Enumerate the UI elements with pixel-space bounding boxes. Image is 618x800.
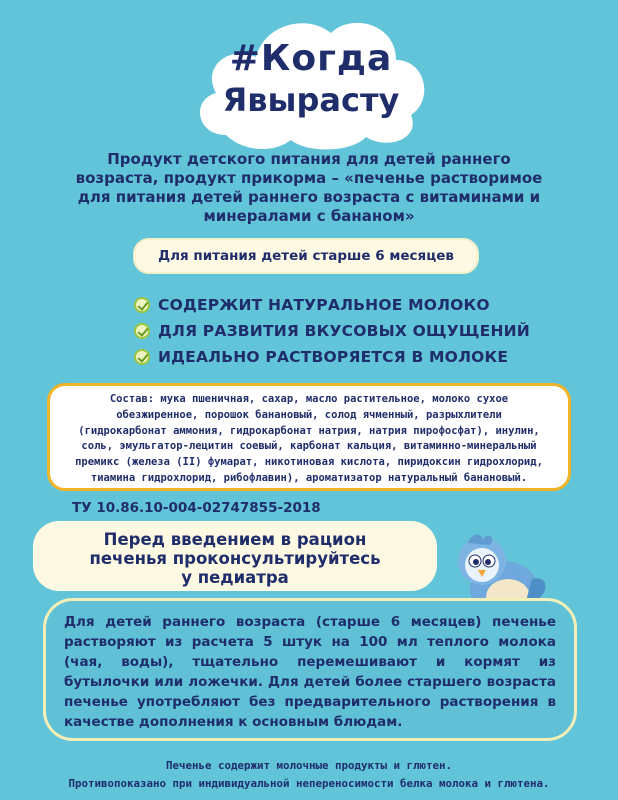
description-line: возраста, продукт прикорма – «печенье растворимое <box>75 169 543 187</box>
product-description <box>60 150 558 226</box>
ingredients-line: тиамина гидрохлорид, рибофлавин), ароматизатор натуральный банановый. <box>90 471 528 484</box>
cloud-icon <box>186 5 436 155</box>
preparation-instructions: Для детей раннего возраста (старше 6 месяцев) печенье растворяют из расчета 5 штук на 100 мл теплого молока (чая, воды), тщательно перемешивают и кормят из бутылочки или ложечки. Для детей более старшего возраста печенье употребляют без предварительного растворения в качестве дополнения к основным блюдам. <box>43 598 577 741</box>
feature-text: ИДЕАЛЬНО РАСТВОРЯЕТСЯ В МОЛОКЕ <box>158 348 509 366</box>
check-circle-icon <box>134 349 150 365</box>
ingredients-box <box>47 383 571 491</box>
feature-item <box>134 318 530 344</box>
logo-hashtag-text: #Когда <box>229 38 393 79</box>
warning-line: Противопоказано при индивидуальной непереносимости белка молока и глютена. <box>68 777 550 790</box>
ingredients-line: соль, эмульгатор-лецитин соевый, карбонат кальция, витаминно-минеральный <box>81 440 537 453</box>
allergen-warning <box>0 757 618 793</box>
warning-line: Печенье содержит молочные продукты и глютен. <box>165 759 452 772</box>
description-line: для питания детей раннего возраста с витаминами и <box>77 188 541 206</box>
technical-standard-code: ТУ 10.86.10-004-02747855-2018 <box>72 500 321 516</box>
consult-pediatrician-bubble <box>33 521 437 591</box>
description-line: минералами с бананом» <box>203 207 415 225</box>
description-line: Продукт детского питания для детей раннего <box>107 150 511 168</box>
feature-list <box>134 292 530 370</box>
brand-logo <box>186 5 436 155</box>
consult-line: у педиатра <box>181 568 289 587</box>
consult-line: Перед введением в рацион <box>103 530 367 549</box>
feature-item <box>134 292 530 318</box>
ingredients-line: Состав: мука пшеничная, сахар, масло растительное, молоко сухое <box>109 393 509 405</box>
feature-text: ДЛЯ РАЗВИТИЯ ВКУСОВЫХ ОЩУЩЕНИЙ <box>158 322 530 340</box>
ingredients-line: (гидрокарбонат аммония, гидрокарбонат натрия, натрия пирофосфат), инулин, <box>78 424 540 437</box>
ingredients-line: обезжиренное, порошок банановый, солод ячменный, разрыхлители <box>116 408 502 421</box>
feature-text: СОДЕРЖИТ НАТУРАЛЬНОЕ МОЛОКО <box>158 296 490 314</box>
age-recommendation-badge: Для питания детей старше 6 месяцев <box>133 238 479 274</box>
logo-main-text: Явырасту <box>222 81 400 119</box>
check-circle-icon <box>134 297 150 313</box>
consult-line: печенья проконсультируйтесь <box>89 549 381 568</box>
feature-item <box>134 344 530 370</box>
ingredients-line: премикс (железа (II) фумарат, никотиновая кислота, пиридоксин гидрохлорид, <box>75 456 543 469</box>
check-circle-icon <box>134 323 150 339</box>
